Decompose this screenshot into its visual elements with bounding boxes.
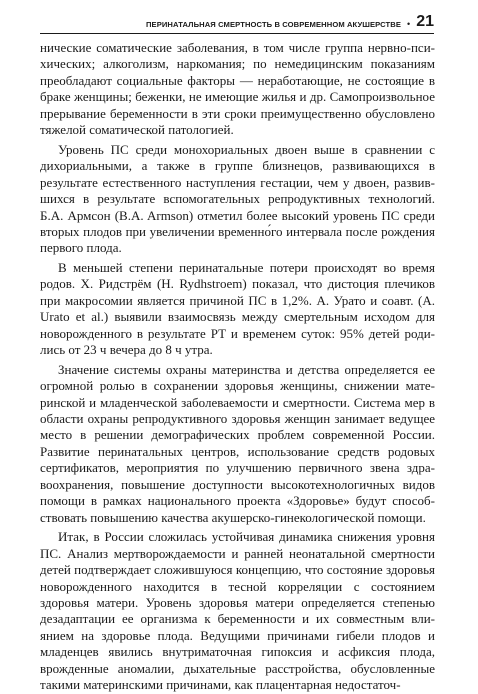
body-text — [40, 40, 435, 694]
header-bullet-icon: • — [407, 19, 411, 29]
running-header-title: ПЕРИНАТАЛЬНАЯ СМЕРТНОСТЬ В СОВРЕМЕННОМ АКУШЕРСТВЕ — [145, 20, 402, 29]
paragraph-twin-mortality: Уровень ПС среди монохориальных двоен выше в сравнении с дихориальными, а также в группе близнецов, развивающихся в результате естественного наступления гестации, чем у двоен, развившихся в результате вспомогательных репродуктивных технологий. Б.А. Армсон (B.A. Armson) отметил более высокий уровень ПС среди вторых плодов при увеличении временно́го интервала после рождения первого плода. — [40, 141, 435, 256]
paragraph-intrapartum-losses: В меньшей степени перинатальные потери происходят во время родов. Х. Ридстрём (H. Rydhstroem) показал, что дистоция плечиков при макросомии является причиной ПС в 1,2%. А. Урато и соавт. (A. Urato et al.) выявили взаимосвязь между смертельным исходом для новорожденного в результате РТ и временем суток: 95% детей родились от 23 ч вечера до 8 ч утра. — [40, 259, 435, 358]
paragraph-conclusion: Итак, в России сложилась устойчивая динамика снижения уровня ПС. Анализ мертворождаемости и ранней неонатальной смертности детей подтверждает сложившуюся концепцию, что состояние здоровья новорожденного находится в тесной корреляции с состоянием здоровья матери. Уровень здоровья матери определяется степенью дезадаптации ее организма к беременности и их совместным влиянием на здоровье плода. Ведущими причинами гибели плодов и младенцев явились внутриматочная гипоксия и асфиксия плода, врожденные аномалии, дыхательные расстройства, обусловленные такими материнскими причинами, как плацентарная недостаточ- — [40, 529, 435, 693]
header-rule — [40, 33, 434, 34]
running-header — [40, 10, 434, 30]
page-number: 21 — [416, 13, 434, 30]
paragraph-maternal-care-system: Значение системы охраны материнства и детства определяется ее огромной ролью в сохранении здоровья женщины, снижении материнской и младенческой заболеваемости и смертности. Система мер в области охраны репродуктивного здоровья женщин занимает ведущее место в решении демографических проблем современной России. Развитие перинатальных центров, использование средств родовых сертификатов, мероприятия по улучшению первичного звена здравоохранения, повышение доступности высокотехнологичных видов помощи в рамках национального проекта «Здоровье» будут способствовать повышению качества акушерско-гинекологической помощи. — [40, 361, 435, 525]
paragraph-continued: нические соматические заболевания, в том числе группа нервно-психических; алкоголизм, наркомания; по немедицинским показаниям преобладают социальные факторы — неработающие, не состоящие в браке женщины; беженки, не имеющие жилья и др. Самопроизвольное прерывание беременности в эти сроки преимущественно обусловлено тяжелой соматической патологией. — [40, 40, 435, 138]
